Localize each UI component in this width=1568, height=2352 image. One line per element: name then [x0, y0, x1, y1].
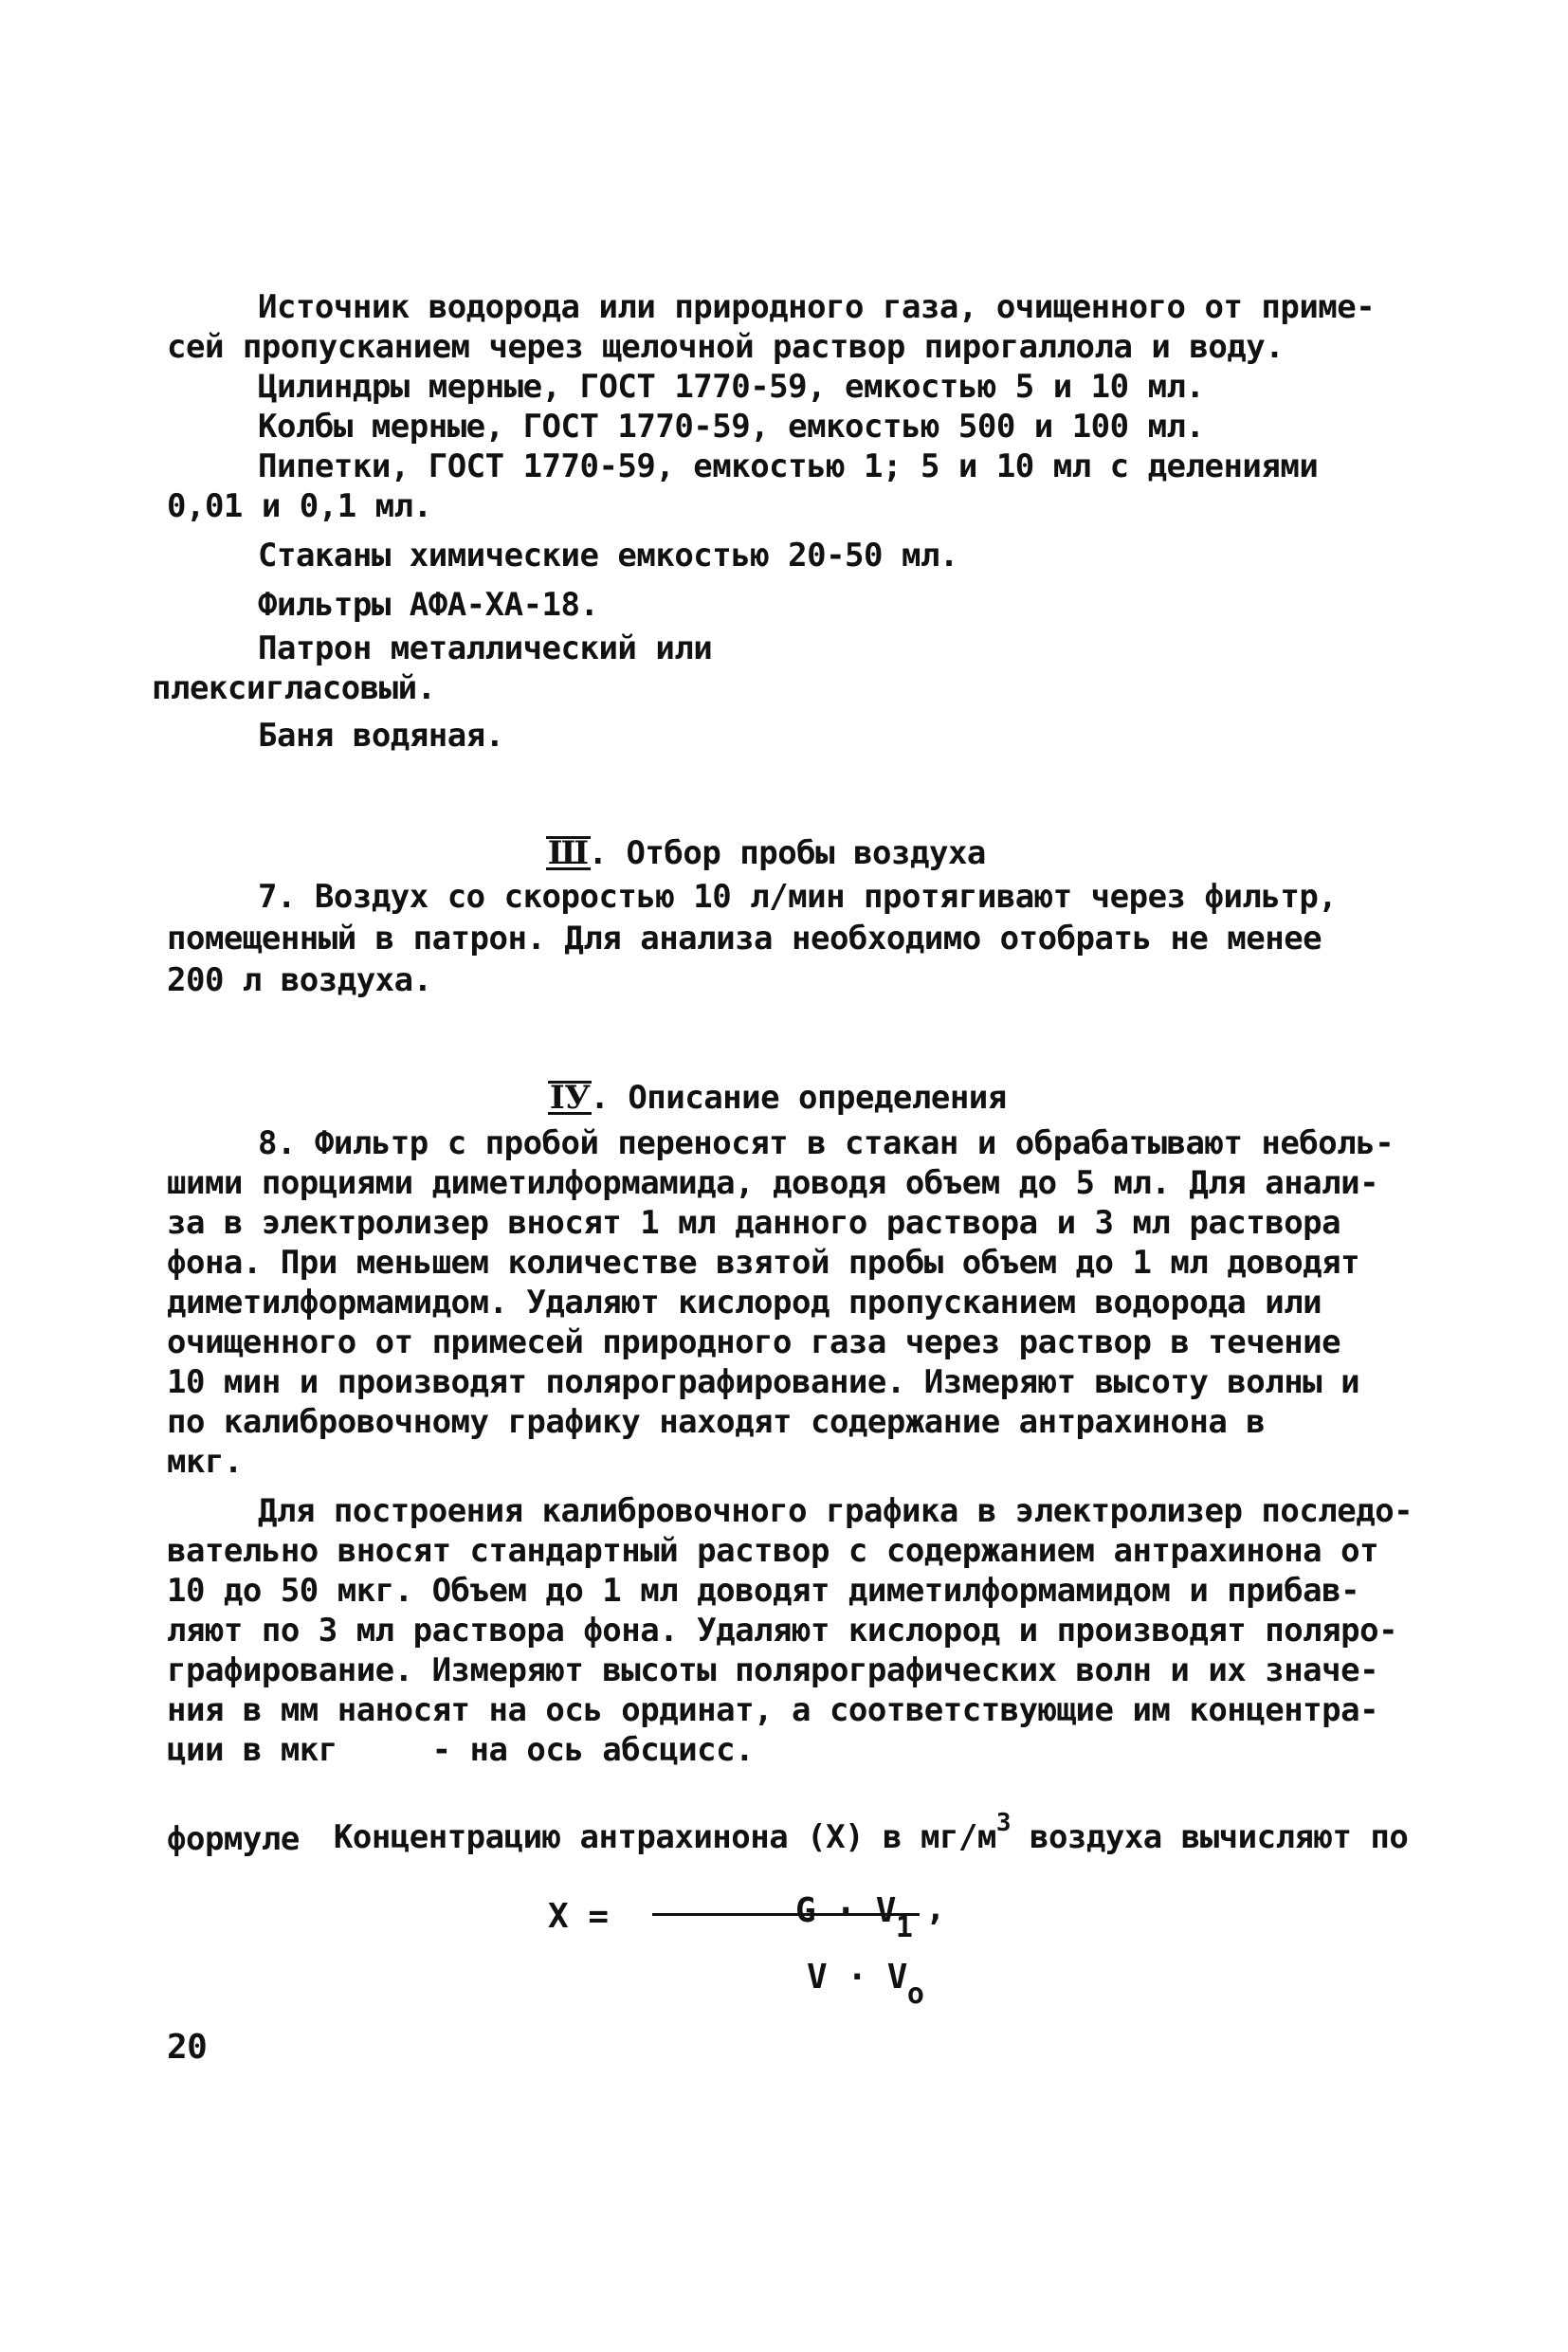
equipment-line-7: Стаканы химические емкостью 20-50 мл.	[258, 537, 958, 574]
equipment-line-8: Фильтры АФА-ХА-18.	[258, 586, 599, 624]
formula-fraction-bar	[652, 1913, 920, 1916]
section-3-title: . Отбор пробы воздуха	[588, 834, 986, 872]
calib-line-3: 10 до 50 мкг. Объем до 1 мл доводят диметилформамидом и прибав-	[167, 1572, 1360, 1610]
section-4-numeral: IУ	[549, 1079, 591, 1117]
calib-line-4: ляют по 3 мл раствора фона. Удаляют кислород и производят поляро-	[167, 1612, 1398, 1650]
equipment-line-11: Баня водяная.	[258, 717, 504, 755]
equipment-line-3: Цилиндры мерные, ГОСТ 1770-59, емкостью 5 и 10 мл.	[258, 368, 1205, 406]
formula-trailing-comma: ,	[925, 1889, 946, 1928]
formula-lhs: X =	[548, 1897, 609, 1936]
para8-line-9: мкг.	[167, 1443, 243, 1481]
calib-line-5: графирование. Измеряют высоты полярографических волн и их значе-	[167, 1651, 1379, 1689]
formula-numerator-text: G · V	[795, 1891, 896, 1930]
section-3-line-3: 200 л воздуха.	[167, 961, 432, 999]
formula-denominator-subscript: o	[906, 1978, 924, 2011]
calib-line-6: ния в мм наносят на ось ординат, а соответствующие им концентра-	[167, 1691, 1379, 1729]
formula-intro: формуле	[167, 1820, 300, 1858]
concentration-text-a: Концентрацию антрахинона (X) в мг/м	[333, 1818, 996, 1856]
equipment-line-1: Источник водорода или природного газа, очищенного от приме-	[258, 288, 1376, 326]
calib-line-7: ции в мкг - на ось абсцисс.	[167, 1731, 755, 1769]
calib-line-1: Для построения калибровочного графика в электролизер последо-	[258, 1492, 1413, 1530]
para8-line-1: 8. Фильтр с пробой переносят в стакан и обрабатывают неболь-	[258, 1124, 1395, 1162]
concentration-text-b: воздуха вычисляют по	[1011, 1818, 1409, 1856]
para8-line-6: очищенного от примесей природного газа через раствор в течение	[167, 1323, 1341, 1361]
equipment-line-10: плексигласовый.	[152, 669, 436, 707]
calib-line-2: вательно вносят стандартный раствор с содержанием антрахинона от	[167, 1532, 1379, 1570]
para8-line-8: по калибровочному графику находят содержание антрахинона в	[167, 1403, 1266, 1441]
equipment-line-6: 0,01 и 0,1 мл.	[167, 487, 432, 525]
formula-denominator-text: V · V	[807, 1958, 907, 1996]
section-3-line-2: помещенный в патрон. Для анализа необходимо отобрать не менее	[167, 920, 1322, 957]
page-number: 20	[167, 2028, 208, 2067]
equipment-line-2: сей пропусканием через щелочной раствор пирогаллола и воду.	[167, 328, 1285, 366]
para8-line-5: диметилформамидом. Удаляют кислород пропусканием водорода или	[167, 1284, 1322, 1322]
formula-denominator	[686, 1921, 923, 2036]
para8-line-4: фона. При меньшем количестве взятой пробы объем до 1 мл доводят	[167, 1244, 1360, 1282]
concentration-superscript: 3	[995, 1809, 1011, 1837]
section-3-numeral: Ш	[547, 834, 589, 872]
section-3-line-1: 7. Воздух со скоростью 10 л/мин протягивают через фильтр,	[258, 878, 1338, 916]
para8-line-2: шими порциями диметилформамида, доводя объем до 5 мл. Для анали-	[167, 1164, 1379, 1202]
equipment-line-4: Колбы мерные, ГОСТ 1770-59, емкостью 500 и 100 мл.	[258, 408, 1205, 446]
formula-numerator-subscript: 1	[895, 1911, 913, 1944]
equipment-line-5: Пипетки, ГОСТ 1770-59, емкостью 1; 5 и 10 мл с делениями	[258, 447, 1319, 485]
section-4-title: . Описание определения	[590, 1079, 1007, 1117]
para8-line-7: 10 мин и производят полярографирование. Измеряют высоту волны и	[167, 1363, 1360, 1401]
para8-line-3: за в электролизер вносят 1 мл данного раствора и 3 мл раствора	[167, 1204, 1341, 1242]
equipment-line-9: Патрон металлический или	[258, 629, 713, 667]
